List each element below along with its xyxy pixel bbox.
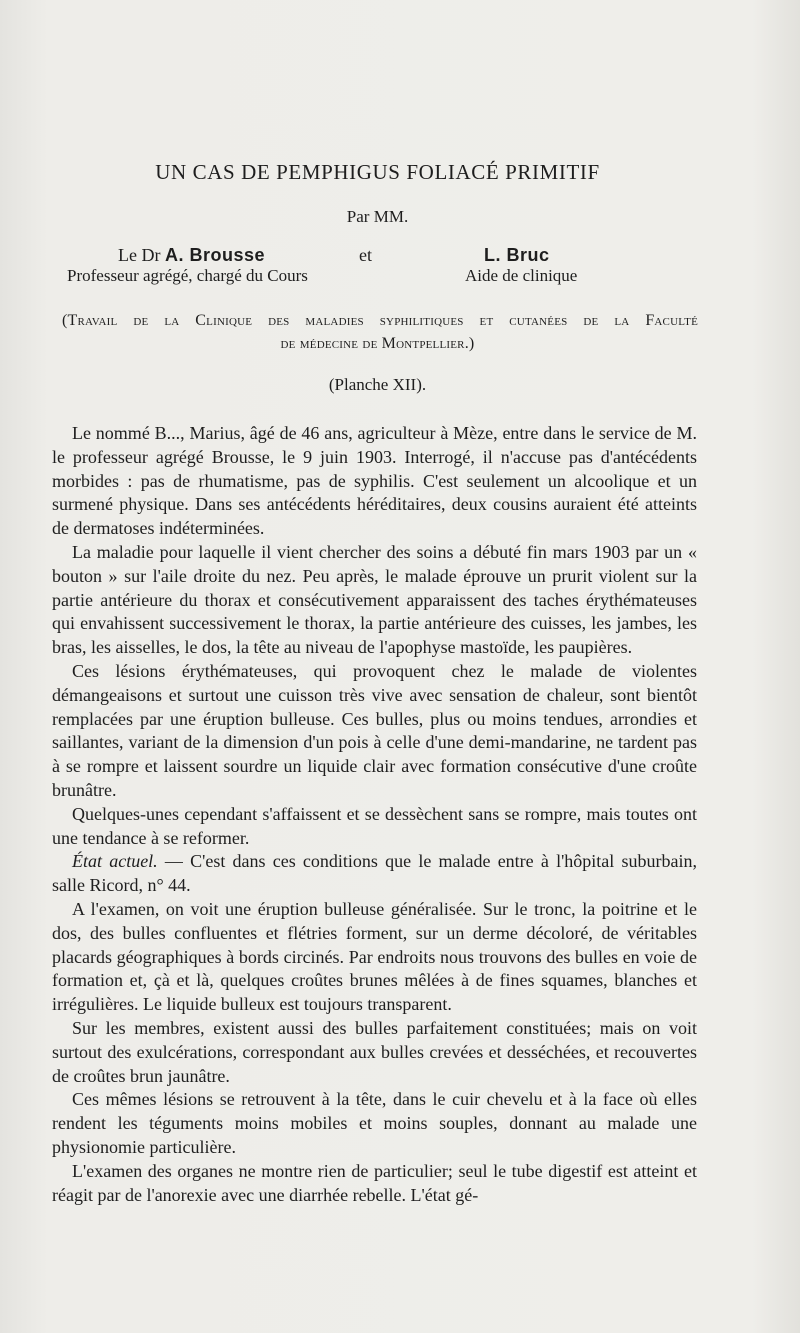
author-2: [484, 245, 550, 266]
institution-line-1: (Travail de la Clinique des maladies syphilitiques et cutanées de la Faculté: [62, 312, 698, 329]
article-body: [52, 422, 697, 1207]
plate-reference: (Planche XII).: [328, 375, 427, 394]
author-1: [118, 245, 265, 266]
paragraph-3: Ces lésions érythémateuses, qui provoquent chez le malade de violentes démangeaisons et surtout une cuisson très vive avec sensation de chaleur, sont bientôt remplacées par une éruption bulleuse. Ces bulles, plus ou moins tendues, arrondies et saillantes, variant de la dimension d'un pois à celle d'une demi-mandarine, ne tardent pas à se rompre et laissent sourdre un liquide clair avec formation consécutive d'une croûte brunâtre.: [52, 660, 697, 800]
section-lead: État actuel.: [72, 851, 158, 872]
author-1-name: A. Brousse: [164, 245, 266, 265]
paragraph-1: Le nommé B..., Marius, âgé de 46 ans, agriculteur à Mèze, entre dans le service de M. le professeur agrégé Brousse, le 9 juin 1903. Interrogé, il n'accuse pas d'antécédents morbides : pas de rhumatisme, pas de syphilis. C'est seulement un alcoolique et un surmené physique. Dans ses antécédents héréditaires, deux cousins auraient été atteints de dermatoses indéterminées.: [52, 423, 697, 539]
author-2-affiliation: Aide de clinique: [465, 266, 578, 285]
author-1-prefix: Le Dr: [118, 245, 161, 265]
paragraph-6: A l'examen, on voit une éruption bulleuse généralisée. Sur le tronc, la poitrine et le dos, des bulles confluentes et flétries forment, sur un derme décoloré, de véritables placards géographiques à bords circinés. Par endroits nous trouvons des bulles en voie de formation et, çà et là, quelques croûtes brunes mêlées à de fines squames, blanches et irrégulières. Le liquide bulleux est toujours transparent.: [52, 898, 697, 1015]
author-2-name: L. Bruc: [484, 245, 550, 265]
paragraph-5: État actuel. — C'est dans ces conditions que le malade entre à l'hôpital suburbain, salle Ricord, n° 44.: [52, 851, 697, 896]
article-title: UN CAS DE PEMPHIGUS FOLIACÉ PRIMITIF: [155, 160, 600, 184]
paragraph-4: Quelques-unes cependant s'affaissent et se dessèchent sans se rompre, mais toutes ont une tendance à se reformer.: [52, 803, 697, 848]
institution-line-2: de médecine de Montpellier.): [280, 335, 475, 352]
authors-intro: Par MM.: [346, 207, 409, 226]
paragraph-8: Ces mêmes lésions se retrouvent à la tête, dans le cuir chevelu et à la face où elles rendent les téguments moins mobiles et moins souples, donnant au malade une physionomie particulière.: [52, 1089, 697, 1157]
author-1-affiliation: Professeur agrégé, chargé du Cours: [67, 266, 308, 285]
paragraph-9: L'examen des organes ne montre rien de particulier; seul le tube digestif est atteint et réagit par de l'anorexie avec une diarrhée rebelle. L'état gé-: [52, 1160, 697, 1205]
paragraph-2: La maladie pour laquelle il vient chercher des soins a débuté fin mars 1903 par un « bouton » sur l'aile droite du nez. Peu après, le malade éprouve un prurit violent sur la partie antérieure du thorax et consécutivement apparaissent des taches érythémateuses qui envahissent successivement le thorax, la partie antérieure des cuisses, les jambes, les bras, les aisselles, le dos, la tête au niveau de l'apophyse mastoïde, les paupières.: [52, 541, 697, 658]
paragraph-7: Sur les membres, existent aussi des bulles parfaitement constituées; mais on voit surtout des exulcérations, correspondant aux bulles crevées et desséchées, et recouvertes de croûtes brun jaunâtre.: [52, 1017, 697, 1086]
author-conjunction: et: [359, 245, 372, 265]
